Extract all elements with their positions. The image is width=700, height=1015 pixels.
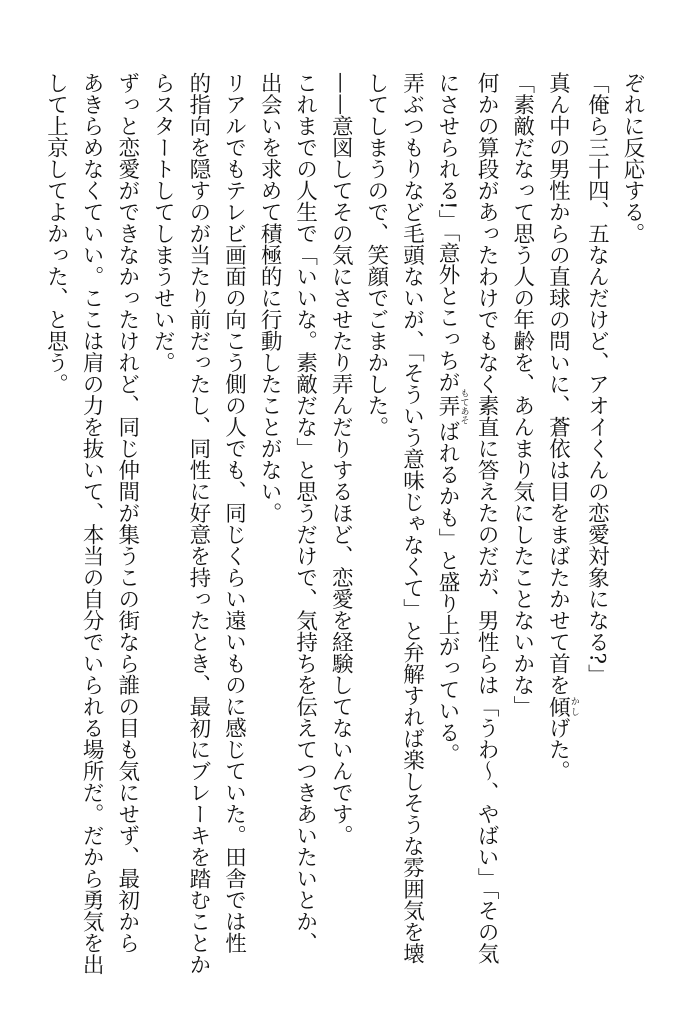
text-line-12: リアルでもテレビ画面の向こう側の人でも、同じくらい遠いものに感じていた。田舎では性 xyxy=(221,72,247,954)
text-line-1: ぞれに反応する。 xyxy=(620,72,645,244)
text-line-16: あきらめなくていい。ここは肩の力を抜いて、本当の自分でいられる場所だ。だから勇気を出 xyxy=(79,72,105,975)
text-line-13: 的指向を隠すのが当たり前だったし、同性に好意を持ったとき、最初にブレーキを踏むことか xyxy=(185,72,211,975)
text-line-15: ずっと恋愛ができなかったけれど、同じ仲間が集うこの街なら誰の目も気にせず、最初から xyxy=(114,72,140,954)
text-line-11: 出会いを求めて積極的に行動したことがない。 xyxy=(257,72,283,524)
text-line-6 xyxy=(429,72,468,952)
text-line-14: らスタートしてしまうせいだ。 xyxy=(150,72,176,373)
ruby-base-moteasobu: 弄 xyxy=(435,388,461,425)
text-line-8: してしまうので、笑顔でごまかした。 xyxy=(363,72,389,438)
ruby-reading-moteasobu: もてあそ xyxy=(458,388,469,425)
ruby-moteasobu xyxy=(435,388,469,425)
text-line-10: これまでの人生で「いいな。素敵だな」と思うだけで、気持ちを伝えてつきあいたいとか、 xyxy=(292,72,318,954)
text-line-6-body: にさせられる!」「意外とこっちが xyxy=(435,72,461,393)
text-line-6-tail: ばれるかも」と盛り上がっている。 xyxy=(435,420,461,765)
ruby-reading-katamuke: かし xyxy=(568,695,579,717)
text-line-5: 何かの算段があったわけでもなく素直に答えたのだが、男性らは「うわ〜、やばい」「その気 xyxy=(474,72,500,965)
ruby-base-katamuke: 傾 xyxy=(545,695,571,717)
text-line-17: して上京してよかった、と思う。 xyxy=(43,72,69,395)
text-line-4: 「素敵だなって思う人の年齢を、あんまり気にしたことないかな」 xyxy=(509,72,535,717)
text-line-7: 弄ぶつもりなど毛頭ないが、「そういう意味じゃなくて」と弁解すれば楽しそうな雰囲気を壊 xyxy=(399,72,425,965)
text-line-9: ——意図してその気にさせたり弄んだりするほど、恋愛を経験してないんです。 xyxy=(328,72,354,846)
text-line-3 xyxy=(540,72,579,952)
text-line-2: 「俺ら三十四、五なんだけど、アオイくんの恋愛対象になる?」 xyxy=(584,72,610,686)
ruby-katamuke xyxy=(545,695,579,718)
text-line-3-tail: げた。 xyxy=(545,717,571,782)
vertical-text-body xyxy=(43,72,650,975)
text-line-3-body: 真ん中の男性からの直球の問いに、蒼依は目をまばたかせて首を xyxy=(545,72,571,696)
